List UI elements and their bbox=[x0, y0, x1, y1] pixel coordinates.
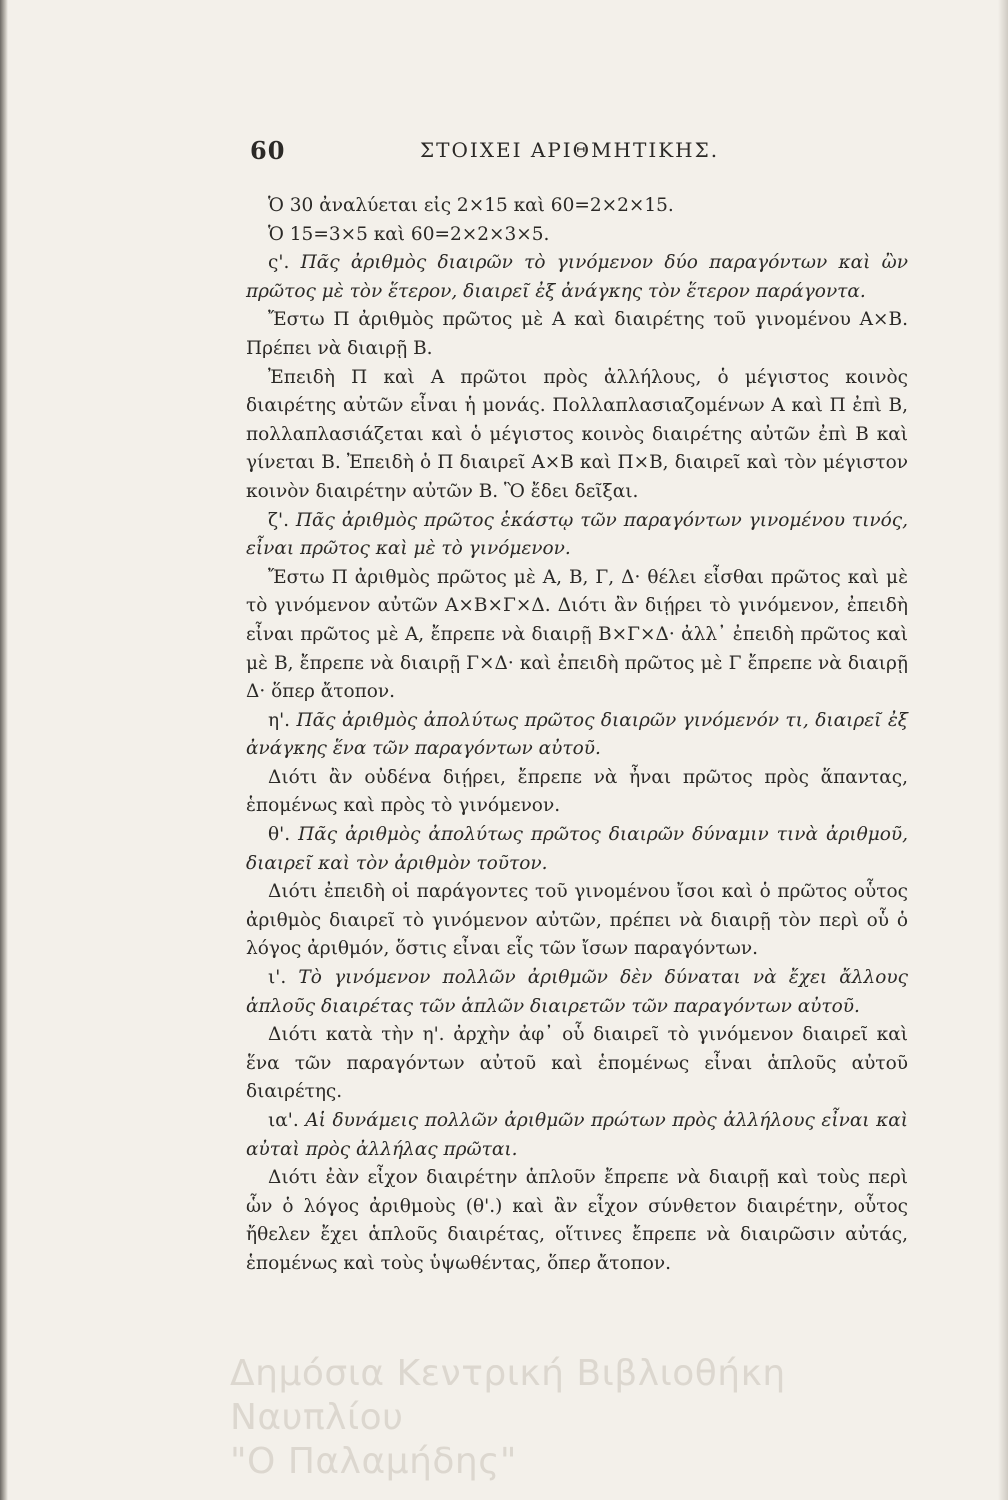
paragraph: Διότι ἂν οὐδένα διῄρει, ἔπρεπε νὰ ἦναι πρῶτος πρὸς ἅπαντας, ἑπομένως καὶ πρὸς τὸ γινόμενον. bbox=[246, 766, 908, 817]
proposition bbox=[246, 249, 908, 306]
proposition-number: ς'. bbox=[268, 252, 290, 274]
proposition-number: η'. bbox=[268, 709, 291, 731]
proposition-text: Πᾶς ἀριθμὸς πρῶτος ἑκάστῳ τῶν παραγόντων γινομένου τινός, εἶναι πρῶτος καὶ μὲ τὸ γινόμενον. bbox=[246, 509, 908, 560]
proposition bbox=[246, 821, 908, 878]
paragraph: Διότι ἐπειδὴ οἱ παράγοντες τοῦ γινομένου ἴσοι καὶ ὁ πρῶτος οὗτος ἀριθμὸς διαιρεῖ τὸ γινόμενον αὐτῶν, πρέπει νὰ διαιρῇ τὸν περὶ οὗ ὁ λόγος ἀριθμόν, ὅστις εἶναι εἷς τῶν ἴσων παραγόντων. bbox=[246, 881, 908, 960]
paragraph: Διότι ἐὰν εἶχον διαιρέτην ἁπλοῦν ἔπρεπε νὰ διαιρῇ καὶ τοὺς περὶ ὧν ὁ λόγος ἀριθμοὺς (θ'.) καὶ ἂν εἶχον σύνθετον διαιρέτην, οὗτος ἤθελεν ἔχει ἁπλοῦς διαιρέτας, οἵτινες ἔπρεπε νὰ διαιρῶσιν αὐτάς, ἑπομένως καὶ τοὺς ὑψωθέντας, ὅπερ ἄτοπον. bbox=[246, 1167, 908, 1274]
paragraph: Ὁ 15=3×5 καὶ 60=2×2×3×5. bbox=[268, 223, 550, 245]
paragraph: Ὁ 30 ἀναλύεται εἰς 2×15 καὶ 60=2×2×15. bbox=[268, 195, 674, 216]
proposition-number: ι'. bbox=[268, 967, 287, 989]
paragraph: Διότι κατὰ τὴν η'. ἀρχὴν ἀφ᾽ οὗ διαιρεῖ τὸ γινόμενον διαιρεῖ καὶ ἕνα τῶν παραγόντων αὐτοῦ καὶ ἑπομένως εἶναι ἁπλοῦς αὐτοῦ διαιρέτης. bbox=[246, 1024, 908, 1103]
scan-edge-right bbox=[998, 0, 1008, 1500]
proposition-text: Πᾶς ἀριθμὸς ἀπολύτως πρῶτος διαιρῶν γινόμενόν τι, διαιρεῖ ἐξ ἀνάγκης ἕνα τῶν παραγόντων αὐτοῦ. bbox=[246, 709, 908, 760]
watermark-line2: "Ο Παλαμήδης" bbox=[230, 1441, 517, 1482]
running-head bbox=[250, 136, 750, 176]
watermark-line1: Δημόσια Κεντρική Βιβλιοθήκη Ναυπλίου bbox=[230, 1353, 786, 1438]
proposition bbox=[246, 707, 908, 764]
proposition-text: Αἱ δυνάμεις πολλῶν ἀριθμῶν πρώτων πρὸς ἀλλήλους εἶναι καὶ αὐταὶ πρὸς ἀλλήλας πρῶται. bbox=[246, 1110, 908, 1160]
page-heading: ΣΤΟΙΧΕΙ ΑΡΙΘΜΗΤΙΚΗΣ. bbox=[420, 138, 720, 162]
proposition-number: ζ'. bbox=[268, 509, 289, 531]
proposition-number: θ'. bbox=[268, 824, 291, 846]
scan-edge-left bbox=[0, 0, 8, 1500]
proposition bbox=[246, 1107, 908, 1164]
page-number: 60 bbox=[250, 136, 286, 165]
paragraph: Ἔστω Π ἀριθμὸς πρῶτος μὲ Α καὶ διαιρέτης τοῦ γινομένου Α×Β. Πρέπει νὰ διαιρῇ Β. bbox=[246, 309, 908, 359]
proposition bbox=[246, 964, 908, 1021]
library-watermark bbox=[230, 1352, 970, 1484]
proposition bbox=[246, 507, 908, 564]
paragraph: Ἔστω Π ἀριθμὸς πρῶτος μὲ Α, Β, Γ, Δ· θέλει εἶσθαι πρῶτος καὶ μὲ τὸ γινόμενον αὐτῶν Α×Β×Γ×Δ. Διότι ἂν διῄρει τὸ γινόμενον, ἐπειδὴ εἶναι πρῶτος μὲ Α, ἔπρεπε νὰ διαιρῇ Β×Γ×Δ· ἀλλ᾽ ἐπειδὴ πρῶτος καὶ μὲ Β, ἔπρεπε νὰ διαιρῇ Γ×Δ· καὶ ἐπειδὴ πρῶτος μὲ Γ ἔπρεπε νὰ διαιρῇ Δ· ὅπερ ἄτοπον. bbox=[246, 566, 908, 703]
text-body bbox=[246, 192, 908, 1279]
proposition-number: ια'. bbox=[268, 1110, 299, 1131]
proposition-text: Πᾶς ἀριθμὸς ἀπολύτως πρῶτος διαιρῶν δύναμιν τινὰ ἀριθμοῦ, διαιρεῖ καὶ τὸν ἀριθμὸν τοῦτον. bbox=[246, 824, 908, 874]
proposition-text: Τὸ γινόμενον πολλῶν ἀριθμῶν δὲν δύναται νὰ ἔχει ἄλλους ἁπλοῦς διαιρέτας τῶν ἁπλῶν διαιρετῶν τῶν παραγόντων αὐτοῦ. bbox=[246, 967, 908, 1017]
proposition-text: Πᾶς ἀριθμὸς διαιρῶν τὸ γινόμενον δύο παραγόντων καὶ ὢν πρῶτος μὲ τὸν ἕτερον, διαιρεῖ ἐξ ἀνάγκης τὸν ἕτερον παράγοντα. bbox=[246, 252, 908, 302]
paragraph: Ἐπειδὴ Π καὶ Α πρῶτοι πρὸς ἀλλήλους, ὁ μέγιστος κοινὸς διαιρέτης αὐτῶν εἶναι ἡ μονάς. Πολλαπλασιαζομένων Α καὶ Π ἐπὶ Β, πολλαπλασιάζεται καὶ ὁ μέγιστος κοινὸς διαιρέτης αὐτῶν ἐπὶ Β καὶ γίνεται Β. Ἐπειδὴ ὁ Π διαιρεῖ Α×Β καὶ Π×Β, διαιρεῖ καὶ τὸν μέγιστον κοινὸν διαιρέτην αὐτῶν Β. Ὃ ἔδει δεῖξαι. bbox=[246, 366, 908, 502]
